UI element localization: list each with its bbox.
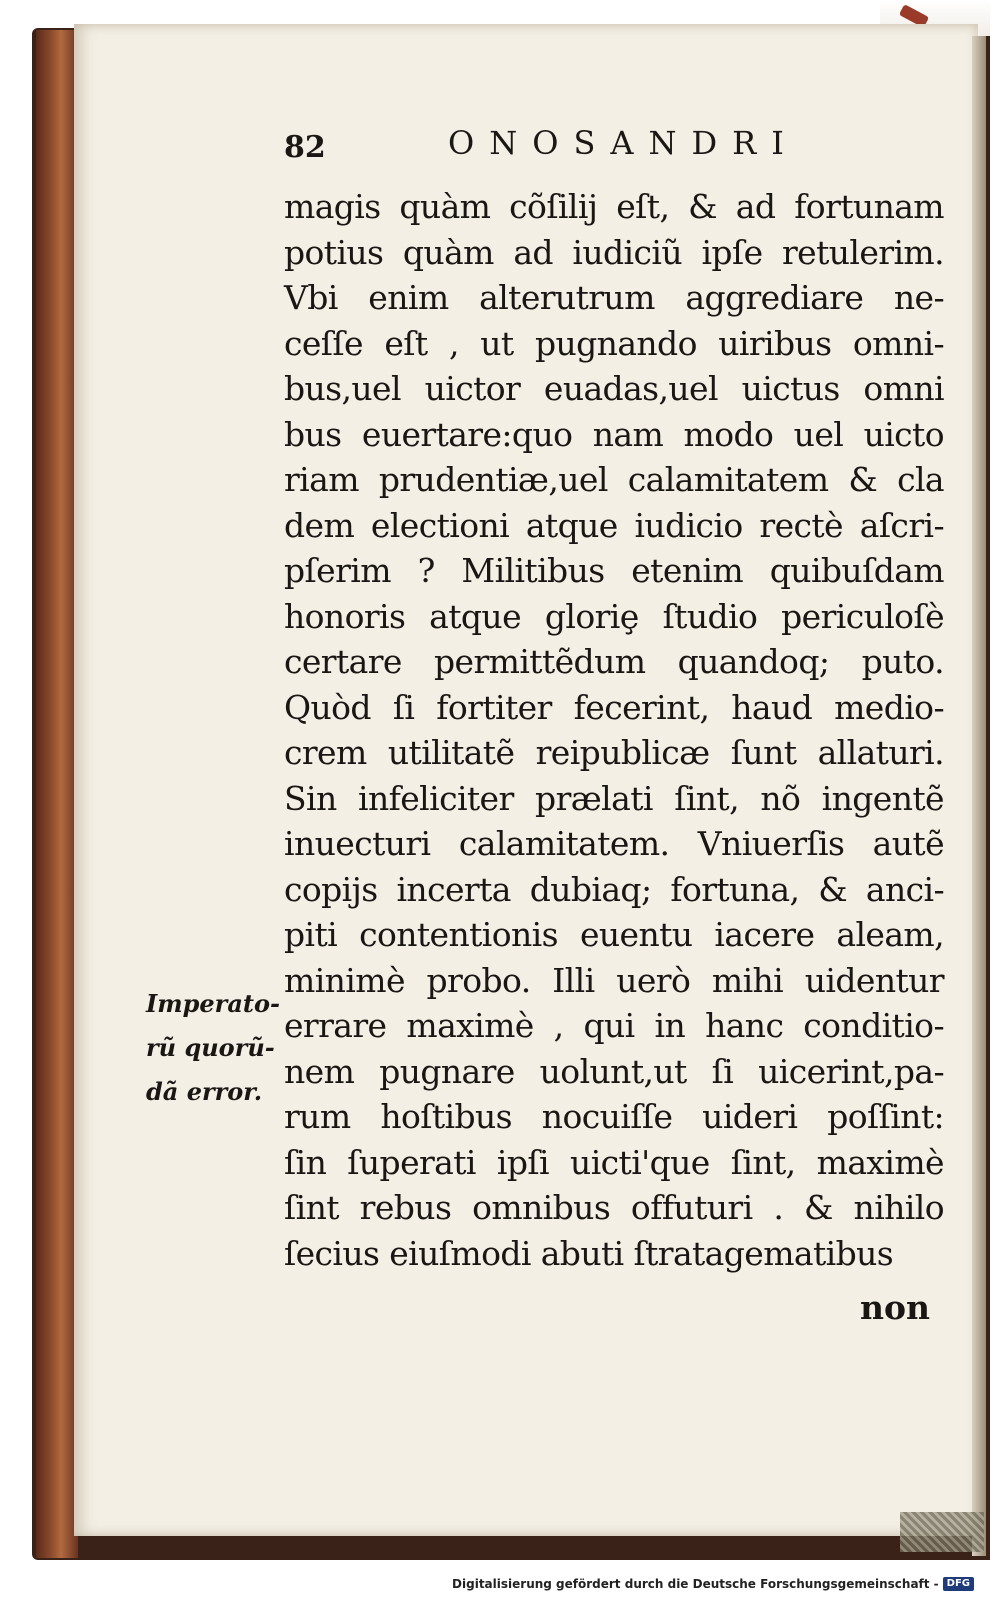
marginal-note-line: rũ quorũ- <box>146 1033 275 1062</box>
text-line: ſin ſuperati ipſi uicti'que ſint, maximè <box>284 1142 944 1182</box>
text-line: pſerim ? Militibus etenim quibuſdam <box>284 551 944 590</box>
text-line: errare maximè , qui in hanc conditio- <box>284 1006 944 1045</box>
text-line: honoris atque gloriȩ ſtudio periculoſè <box>284 596 944 636</box>
text-line: magis quàm cõſilij eſt, & ad fortunam <box>284 187 944 226</box>
credit-text: Digitalisierung gefördert durch die Deutsche Forschungsgemeinschaft - <box>452 1577 939 1591</box>
text-line: riam prudentiæ,uel calamitatem & cla <box>284 460 944 499</box>
text-line: Vbi enim alterutrum aggrediare ne- <box>284 278 944 317</box>
marginal-note <box>146 982 286 1114</box>
text-line: ceſſe eſt , ut pugnando uiribus omni- <box>284 323 944 363</box>
text-line: rum hoſtibus nocuiſſe uideri poſſint: <box>284 1097 944 1136</box>
leather-cover-edge <box>36 30 78 1558</box>
catchword: non <box>860 1288 930 1327</box>
marginal-note-line: Imperato- <box>146 989 280 1018</box>
page-fore-edge <box>972 36 986 1556</box>
text-line: bus,uel uictor euadas,uel uictus omni <box>284 369 944 408</box>
fabric-underlay <box>900 1512 984 1552</box>
page-number: 82 <box>284 130 326 165</box>
text-line: Sin infeliciter prælati ſint, nõ ingentẽ <box>284 778 944 818</box>
digitization-credit <box>452 1577 974 1591</box>
text-line: nem pugnare uolunt,ut ſi uicerint,pa- <box>284 1051 944 1091</box>
marginal-note-line: dã error. <box>146 1077 263 1106</box>
text-line: minimè probo. Illi uerò mihi uidentur <box>284 960 944 1000</box>
text-line: bus euertare:quo nam modo uel uicto <box>284 414 944 454</box>
text-line: Quòd ſi fortiter fecerint, haud medio- <box>284 687 944 727</box>
text-line: copijs incerta dubiaq; fortuna, & anci- <box>284 869 944 909</box>
text-line: dem electioni atque iudicio rectè aſcri- <box>284 505 944 545</box>
text-line: ſint rebus omnibus offuturi . & nihilo <box>284 1188 944 1227</box>
main-text-block <box>284 184 944 1276</box>
text-line: inuecturi calamitatem. Vniuerſis autẽ <box>284 824 944 863</box>
running-head: ONOSANDRI <box>448 124 799 162</box>
text-line: piti contentionis euentu iacere aleam, <box>284 915 944 954</box>
dfg-logo[interactable]: DFG <box>943 1577 974 1591</box>
text-line: crem utilitatẽ reipublicæ ſunt allaturi. <box>284 733 944 772</box>
text-line: ſecius eiuſmodi abuti ſtratagematibus <box>284 1233 894 1273</box>
text-line: certare permittẽdum quandoq; puto. <box>284 642 944 681</box>
text-line: potius quàm ad iudiciũ ipſe retulerim. <box>284 232 944 272</box>
